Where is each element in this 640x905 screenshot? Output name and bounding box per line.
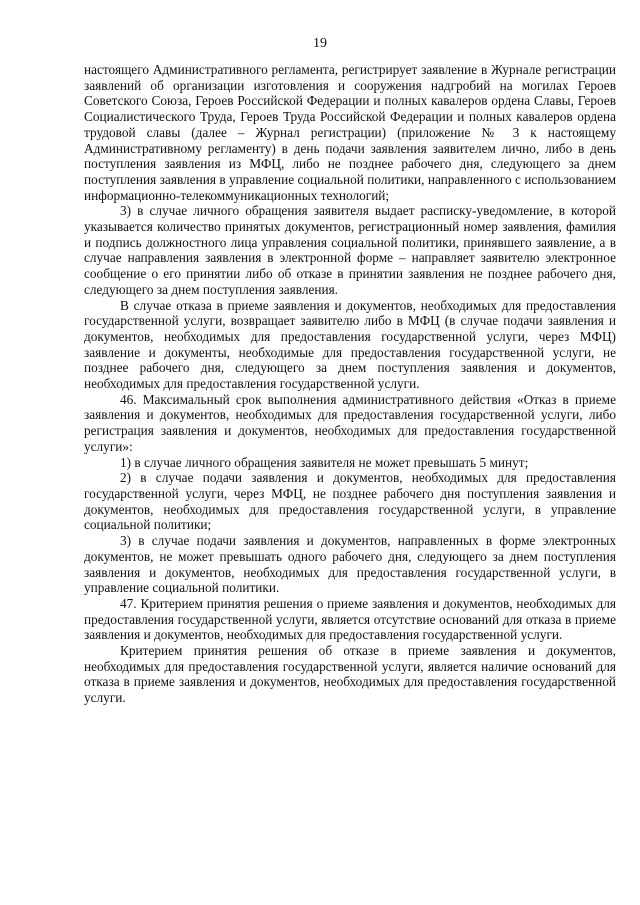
paragraph-refusal-case: В случае отказа в приеме заявления и документов, необходимых для предоставления государственной услуги, возвращает заявителю либо в МФЦ (в случае подачи заявления и документов, необходимых для предоставления государственной услуги, через МФЦ) заявление и документы, необходимые для предоставления государственной услуги, не позднее рабочего дня, следующего за днем поступления заявления и документов, необходимых для предоставления государственной услуги. — [84, 297, 616, 392]
page-number: 19 — [313, 36, 327, 51]
paragraph-47: 47. Критерием принятия решения о приеме заявления и документов, необходимых для предоставления государственной услуги, является отсутствие оснований для отказа в приеме заявления и документов, необходимых для предоставления государственной услуги. — [84, 595, 616, 643]
paragraph-46-item-2: 2) в случае подачи заявления и документов, необходимых для предоставления государственной услуги, через МФЦ, не позднее рабочего дня поступления заявления и документов, необходимых для предоставления государственной услуги, в управление социальной политики; — [84, 470, 616, 533]
paragraph-47-refusal-criterion: Критерием принятия решения об отказе в приеме заявления и документов, необходимых для предоставления государственной услуги, является наличие оснований для отказа в приеме заявления и документов, необходимых для предоставления государственной услуги. — [84, 643, 616, 706]
paragraph-continuation: настоящего Административного регламента, регистрирует заявление в Журнале регистрации заявлений об организации изготовления и сооружения надгробий на могилах Героев Советского Союза, Героев Российской Федерации и полных кавалеров ордена Славы, Героев Социалистического Труда, Героев Труда Российской Федерации и полных кавалеров ордена трудовой славы (далее – Журнал регистрации) (приложение № 3 к настоящему Административному регламенту) в день подачи заявления заявителем лично, либо в день поступления заявления из МФЦ, либо не позднее рабочего дня, следующего за днем поступления заявления в управление социальной политики, направленного с использованием информационно-телекоммуникационных технологий; — [84, 62, 616, 203]
paragraph-46-item-3: 3) в случае подачи заявления и документов, направленных в форме электронных документов, не может превышать одного рабочего дня, следующего за днем поступления заявления и документов, необходимых для предоставления государственной услуги, в управление социальной политики. — [84, 533, 616, 596]
paragraph-46-item-1: 1) в случае личного обращения заявителя не может превышать 5 минут; — [120, 454, 529, 470]
paragraph-item-3-receipt: 3) в случае личного обращения заявителя выдает расписку-уведомление, в которой указывается количество принятых документов, регистрационный номер заявления, фамилия и подпись должностного лица управления социальной политики, принявшего заявление, а в случае направления заявления в электронной форме – направляет заявителю электронное сообщение о его принятии либо об отказе в принятии заявления не позднее рабочего дня, следующего за днем поступления заявления. — [84, 203, 616, 297]
paragraph-46: 46. Максимальный срок выполнения административного действия «Отказ в приеме заявления и документов, необходимых для предоставления государственной услуги, либо регистрация заявления и документов, необходимых для предоставления государственной услуги»: — [84, 391, 616, 454]
document-body — [84, 62, 616, 706]
